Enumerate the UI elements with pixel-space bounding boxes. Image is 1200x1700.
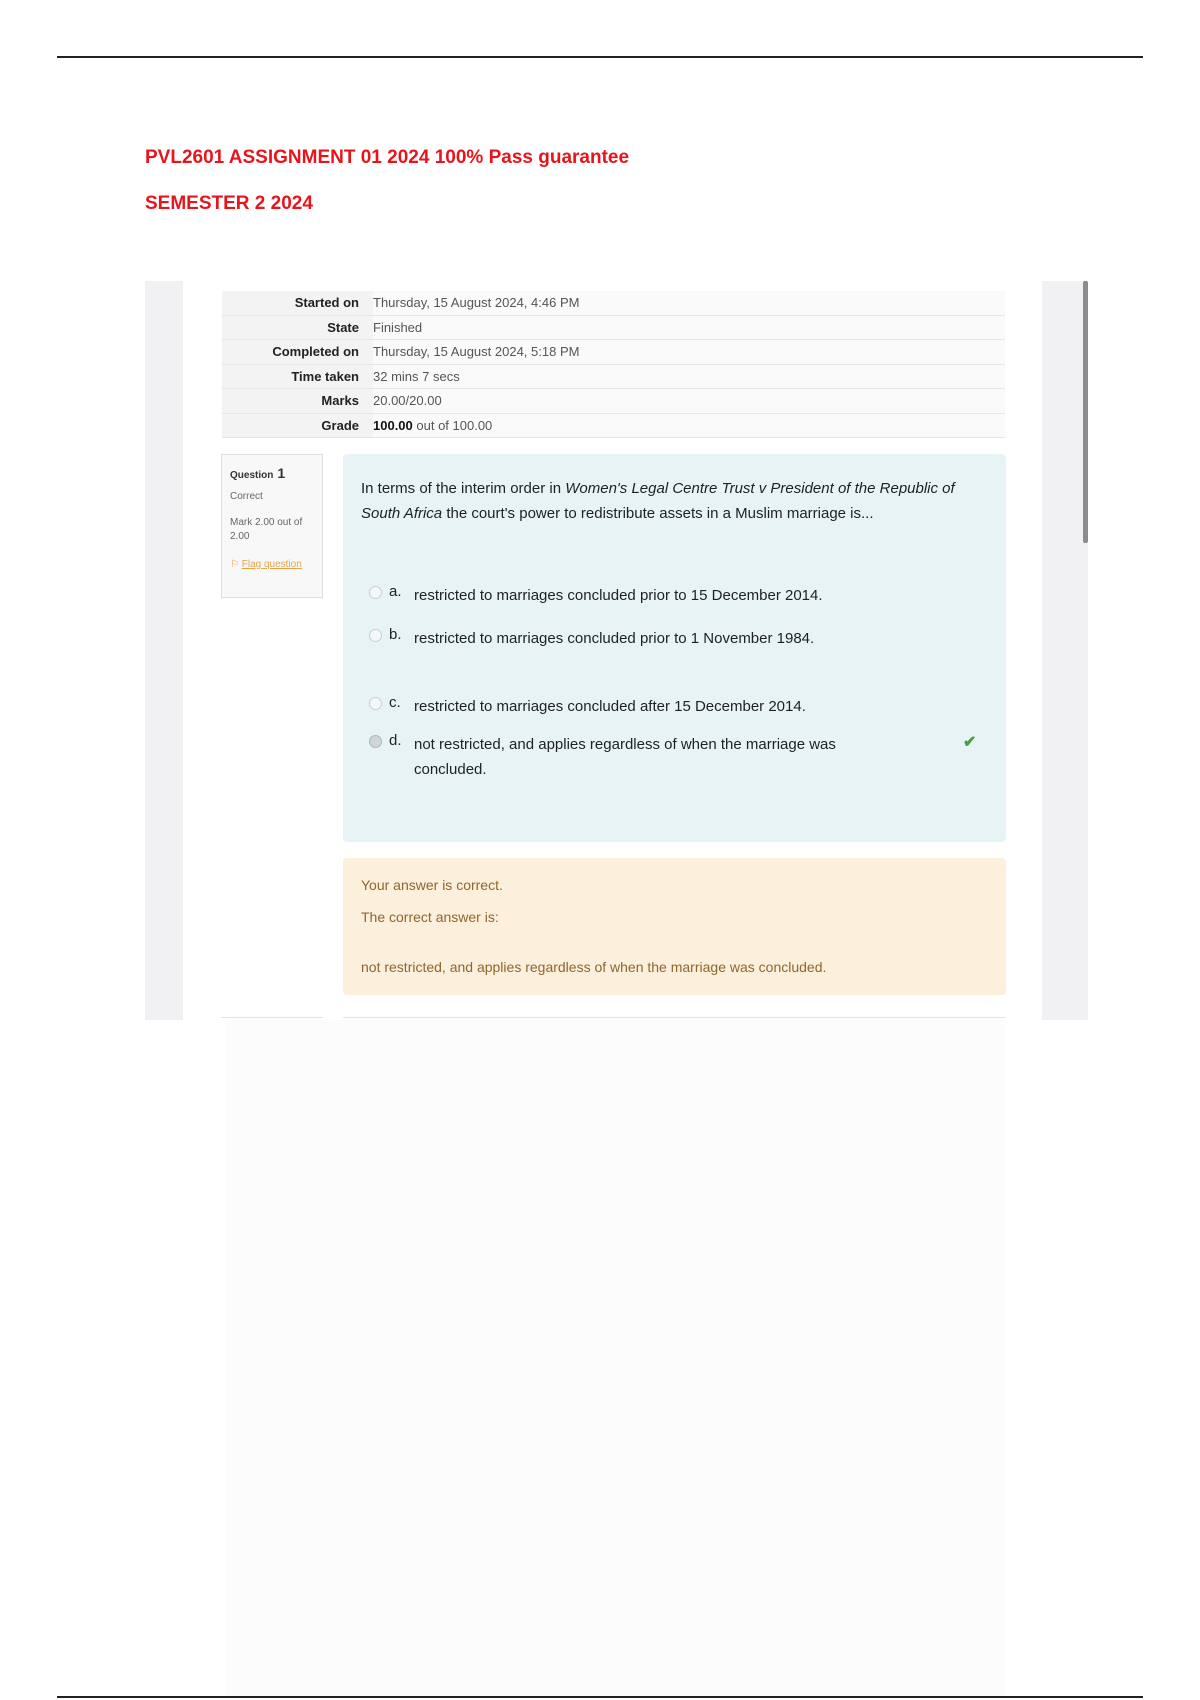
question-number-value: 1 <box>277 465 286 481</box>
summary-row-state <box>222 315 1005 340</box>
marks-label: Marks <box>222 389 373 414</box>
started-on-label: Started on <box>222 291 373 315</box>
grade-cell <box>373 413 1005 438</box>
scrollbar-thumb[interactable] <box>1083 281 1088 543</box>
question-number <box>230 465 285 481</box>
grade-label: Grade <box>222 413 373 438</box>
question-label: Question <box>230 470 274 481</box>
radio-option-a[interactable] <box>369 586 382 599</box>
question-mark: Mark 2.00 out of 2.00 <box>230 517 303 542</box>
option-text: restricted to marriages concluded after 15 December 2014. <box>414 698 806 715</box>
question-text-before: In terms of the interim order in <box>361 480 566 497</box>
radio-option-b[interactable] <box>369 629 382 642</box>
question-content <box>343 454 1006 842</box>
flag-icon: ⚐ <box>230 559 239 570</box>
quiz-review-screenshot <box>145 281 1088 1020</box>
option-text: restricted to marriages concluded prior to 1 November 1984. <box>414 630 815 647</box>
attempt-summary-table <box>222 291 1005 438</box>
question-text-after: the court's power to redistribute assets in a Muslim marriage is... <box>442 505 874 522</box>
flag-question-label: Flag question <box>241 559 302 570</box>
feedback-correct-intro: The correct answer is: <box>361 909 499 925</box>
document-subtitle: SEMESTER 2 2024 <box>145 193 313 214</box>
feedback-box <box>343 858 1006 995</box>
document-title: PVL2601 ASSIGNMENT 01 2024 100% Pass guarantee <box>145 147 630 168</box>
correct-check-icon: ✔ <box>963 734 977 751</box>
case-name: Women's Legal Centre Trust v President of the Republic of South Africa <box>361 480 955 522</box>
completed-on-value: Thursday, 15 August 2024, 5:18 PM <box>373 340 1005 365</box>
question-info-box <box>221 454 323 598</box>
faded-background-area <box>225 1020 1005 1696</box>
question-state: Correct <box>230 491 263 502</box>
state-label: State <box>222 315 373 340</box>
summary-row-grade <box>222 413 1005 438</box>
left-gutter <box>145 281 183 1020</box>
flag-question-link[interactable] <box>230 557 310 573</box>
time-taken-label: Time taken <box>222 364 373 389</box>
summary-row-completed <box>222 340 1005 365</box>
feedback-correct-answer: not restricted, and applies regardless of when the marriage was concluded. <box>361 959 827 975</box>
option-letter: a. <box>389 583 402 600</box>
radio-option-c[interactable] <box>369 697 382 710</box>
summary-row-marks <box>222 389 1005 414</box>
next-question-divider <box>221 1017 323 1018</box>
summary-row-time <box>222 364 1005 389</box>
summary-row-started <box>222 291 1005 315</box>
grade-value: 100.00 <box>373 417 413 433</box>
option-letter: b. <box>389 626 402 643</box>
completed-on-label: Completed on <box>222 340 373 365</box>
right-gutter <box>1042 281 1088 1020</box>
started-on-value: Thursday, 15 August 2024, 4:46 PM <box>373 291 1005 315</box>
option-text: restricted to marriages concluded prior to 15 December 2014. <box>414 587 823 604</box>
state-value: Finished <box>373 315 1005 340</box>
top-rule <box>57 56 1143 58</box>
time-taken-value: 32 mins 7 secs <box>373 364 1005 389</box>
grade-suffix: out of 100.00 <box>416 417 493 433</box>
option-letter: d. <box>389 732 402 749</box>
feedback-result: Your answer is correct. <box>361 877 503 893</box>
next-question-divider <box>343 1017 1006 1018</box>
option-letter: c. <box>389 694 401 711</box>
bottom-rule <box>57 1696 1143 1698</box>
marks-value: 20.00/20.00 <box>373 389 1005 414</box>
radio-option-d-selected[interactable] <box>369 735 382 748</box>
option-text: not restricted, and applies regardless of when the marriage was concluded. <box>414 736 836 778</box>
question-text <box>361 476 991 526</box>
